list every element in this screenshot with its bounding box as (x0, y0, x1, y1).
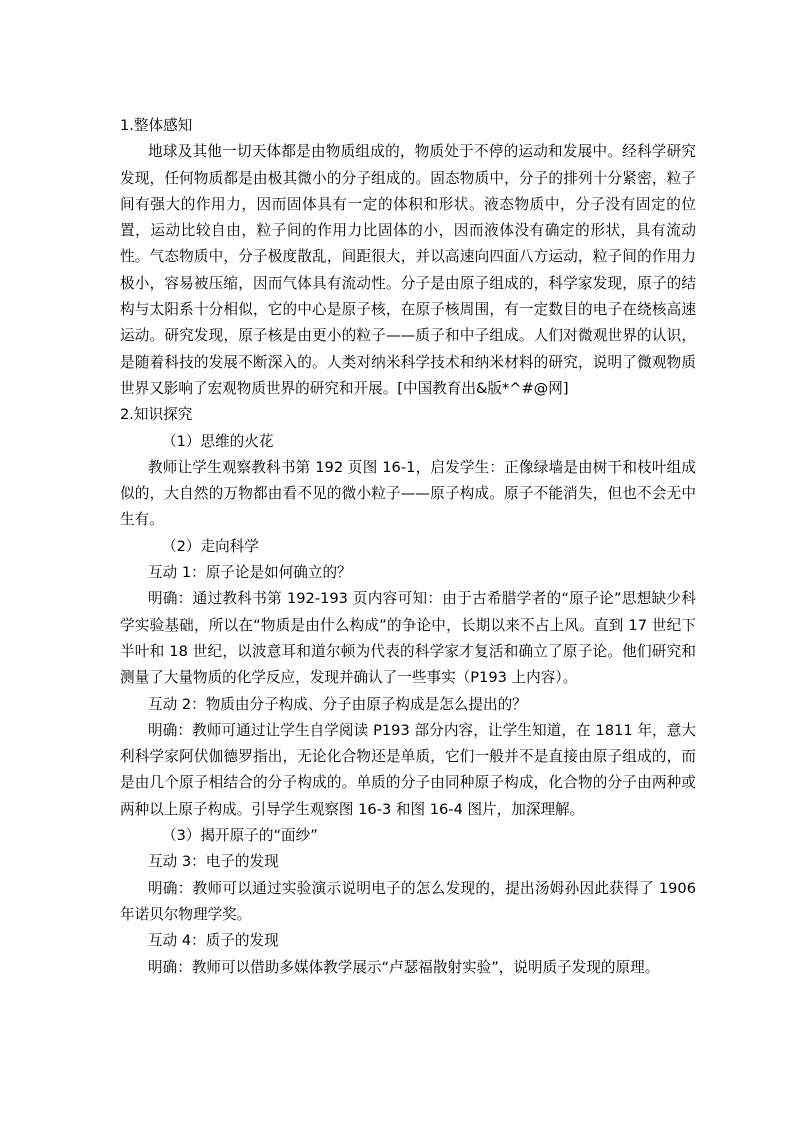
interaction-3-question: 互动 3：电子的发现 (148, 853, 279, 871)
interaction-1-answer: 明确：通过教科书第 192-193 页内容可知：由于古希腊学者的“原子论”思想缺少科学实验基础，所以在“物质是由什么构成”的争论中，长期以来不占上风。直到 17 世纪下半叶和 18 世纪，以波意耳和道尔顿为代表的科学家才复活和确立了原子论。他们研究和测量了大量物质的化学反应，发现并确认了一些事实（P193 上内容）。 (120, 590, 696, 687)
interaction-4-answer: 明确：教师可以借助多媒体教学展示“卢瑟福散射实验”，说明质子发现的原理。 (148, 958, 660, 976)
interaction-3-answer: 明确：教师可以通过实验演示说明电子的怎么发现的，提出汤姆孙因此获得了 1906 年诺贝尔物理学奖。 (120, 879, 696, 923)
interaction-2-answer: 明确：教师可通过让学生自学阅读 P193 部分内容，让学生知道，在 1811 年，意大利科学家阿伏伽德罗指出，无论化合物还是单质，它们一般并不是直接由原子组成的，而是由几个原子相结合的分子构成的。单质的分子由同种原子构成，化合物的分子由两种或两种以上原子构成。引导学生观察图 16-3 和图 16-4 图片，加深理解。 (120, 721, 696, 818)
document-body (120, 113, 696, 981)
interaction-2-question: 互动 2：物质由分子构成、分子由原子构成是怎么提出的？ (148, 695, 527, 713)
section-heading-overview: 1.整体感知 (120, 117, 193, 134)
interaction-1-question: 互动 1：原子论是如何确立的？ (148, 564, 352, 582)
interaction-4-question: 互动 4：质子的发现 (148, 932, 279, 950)
subsection-title-science: （2）走向科学 (162, 537, 259, 555)
subsection-title-spark: （1）思维的火花 (162, 432, 274, 450)
spark-paragraph: 教师让学生观察教科书第 192 页图 16-1，启发学生：正像绿墙是由树干和枝叶组成似的，大自然的万物都由看不见的微小粒子——原子构成。原子不能消失，但也不会无中生有。 (120, 458, 696, 529)
overview-paragraph: 地球及其他一切天体都是由物质组成的，物质处于不停的运动和发展中。经科学研究发现，任何物质都是由极其微小的分子组成的。固态物质中，分子的排列十分紧密，粒子间有强大的作用力，因而固体具有一定的体积和形状。液态物质中，分子没有固定的位置，运动比较自由，粒子间的作用力比固体的小，因而液体没有确定的形状，具有流动性。气态物质中，分子极度散乱，间距很大，并以高速向四面八方运动，粒子间的作用力极小，容易被压缩，因而气体具有流动性。分子是由原子组成的，科学家发现，原子的结构与太阳系十分相似，它的中心是原子核，在原子核周围，有一定数目的电子在绕核高速运动。研究发现，原子核是由更小的粒子——质子和中子组成。人们对微观世界的认识，是随着科技的发展不断深入的。人类对纳米科学技术和纳米材料的研究，说明了微观物质世界又影响了宏观物质世界的研究和开展。[中国教育出&版*^#@网] (120, 143, 696, 397)
subsection-title-atom-veil: （3）揭开原子的“面纱” (162, 827, 318, 845)
section-heading-exploration: 2.知识探究 (120, 406, 193, 424)
